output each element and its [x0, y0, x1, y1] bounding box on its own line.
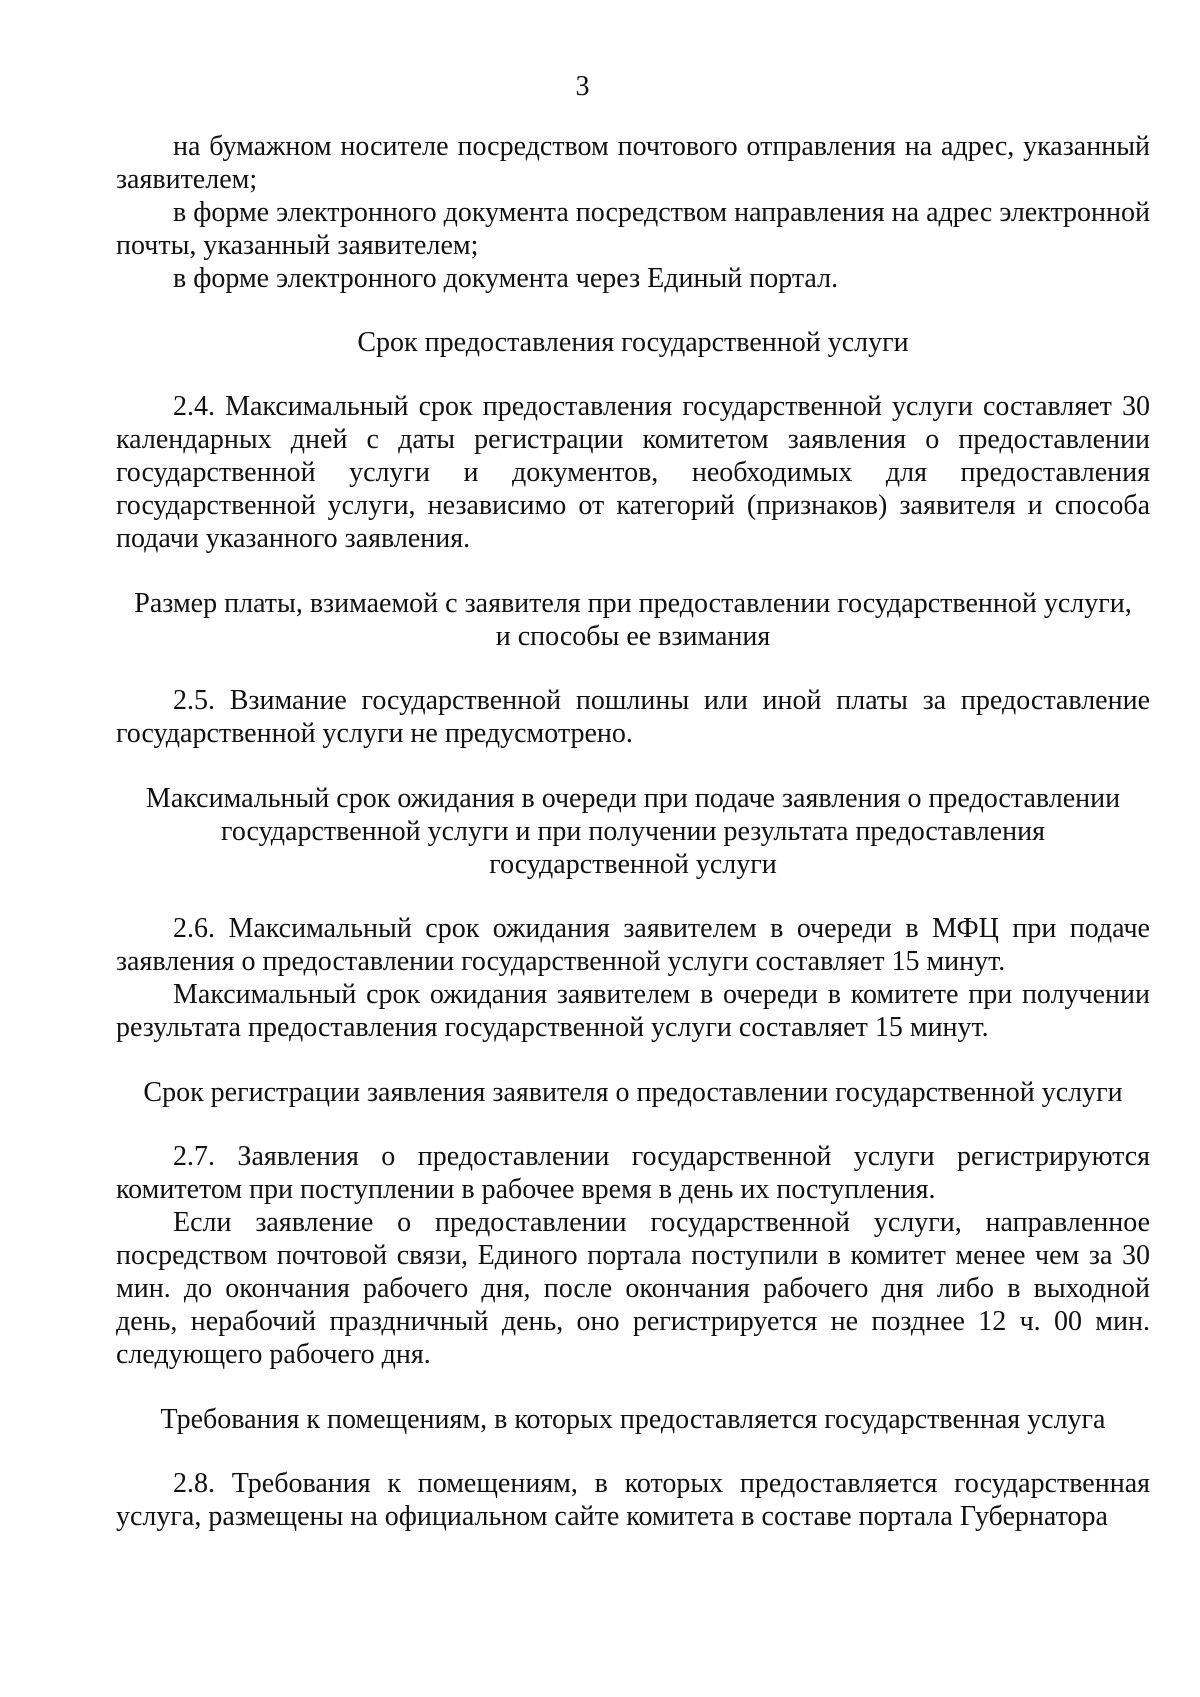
- heading-fee: [116, 587, 1150, 653]
- paragraph-2-6-mfc: 2.6. Максимальный срок ожидания заявителем в очереди в МФЦ при подаче заявления о предоставлении государственной услуги составляет 15 минут.: [116, 913, 1150, 977]
- document-body: [116, 130, 1150, 1533]
- page-number: 3: [575, 71, 590, 102]
- paragraph-2-7: 2.7. Заявления о предоставлении государственной услуги регистрируются комитетом при поступлении в рабочее время в день их поступления.: [116, 1141, 1150, 1205]
- paragraph-2-5: 2.5. Взимание государственной пошлины или иной платы за предоставление государственной услуги не предусмотрено.: [116, 685, 1150, 749]
- heading-queue-wait-line-1: Максимальный срок ожидания в очереди при подаче заявления о предоставлении: [145, 783, 1121, 814]
- heading-premises-requirements: Требования к помещениям, в которых предоставляется государственная услуга: [160, 1404, 1106, 1435]
- paragraph-2-4: 2.4. Максимальный срок предоставления государственной услуги составляет 30 календарных дней с даты регистрации комитетом заявления о предоставлении государственной услуги и документов, необходимых для предоставления государственной услуги, независимо от категорий (признаков) заявителя и способа подачи указанного заявления.: [116, 391, 1150, 554]
- heading-fee-line-1: Размер платы, взимаемой с заявителя при предоставлении государственной услуги,: [134, 588, 1132, 619]
- paragraph-2-6-committee: Максимальный срок ожидания заявителем в очереди в комитете при получении результата предоставления государственной услуги составляет 15 минут.: [116, 979, 1150, 1043]
- heading-fee-line-2: и способы ее взимания: [495, 621, 771, 652]
- paragraph-email-delivery: в форме электронного документа посредством направления на адрес электронной почты, указанный заявителем;: [116, 197, 1150, 261]
- heading-registration-term: Срок регистрации заявления заявителя о предоставлении государственной услуги: [143, 1077, 1123, 1108]
- heading-queue-wait-line-3: государственной услуги: [489, 849, 777, 880]
- heading-service-term: Срок предоставления государственной услуги: [357, 327, 909, 358]
- heading-queue-wait-line-2: государственной услуги и при получении результата предоставления: [221, 816, 1045, 847]
- paragraph-2-8: 2.8. Требования к помещениям, в которых предоставляется государственная услуга, размещены на официальном сайте комитета в составе портала Губернатора: [116, 1468, 1150, 1532]
- paragraph-2-7-late-submission: Если заявление о предоставлении государственной услуги, направленное посредством почтовой связи, Единого портала поступили в комитет менее чем за 30 мин. до окончания рабочего дня, после окончания рабочего дня либо в выходной день, нерабочий праздничный день, оно регистрируется не позднее 12 ч. 00 мин. следующего рабочего дня.: [116, 1207, 1150, 1370]
- heading-queue-wait: [116, 782, 1150, 881]
- paragraph-paper-delivery: на бумажном носителе посредством почтового отправления на адрес, указанный заявителем;: [116, 131, 1150, 195]
- paragraph-portal-delivery: в форме электронного документа через Единый портал.: [173, 263, 839, 294]
